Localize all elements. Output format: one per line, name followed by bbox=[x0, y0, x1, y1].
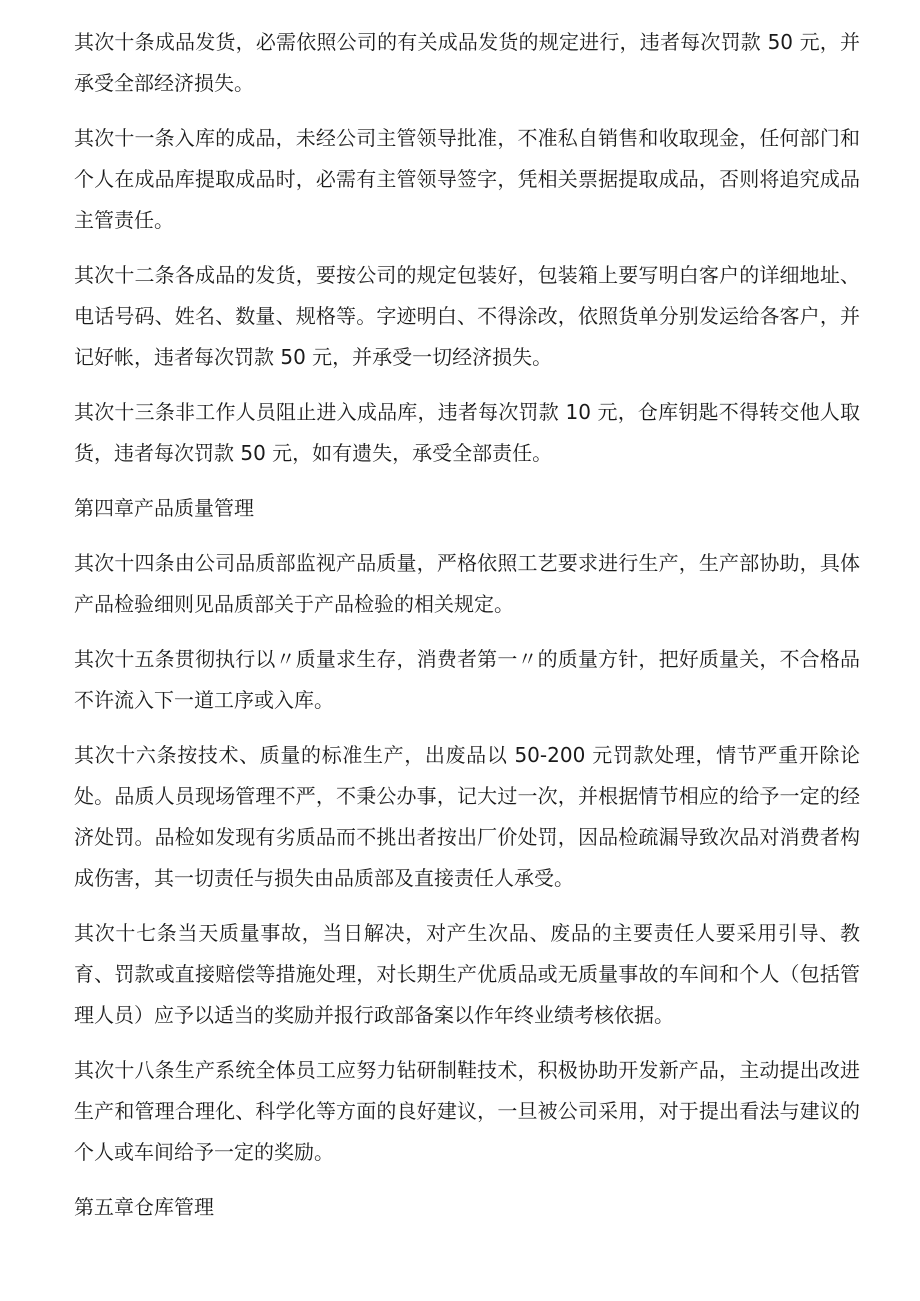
article-24-paragraph: 其次十四条由公司品质部监视产品质量，严格依照工艺要求进行生产，生产部协助，具体产品检验细则见品质部关于产品检验的相关规定。 bbox=[74, 551, 860, 616]
article-28-paragraph: 其次十八条生产系统全体员工应努力钻研制鞋技术，积极协助开发新产品，主动提出改进生产和管理合理化、科学化等方面的良好建议，一旦被公司采用，对于提出看法与建议的个人或车间给予一定的奖励。 bbox=[74, 1058, 860, 1164]
article-22-paragraph: 其次十二条各成品的发货，要按公司的规定包装好，包装箱上要写明白客户的详细地址、电话号码、姓名、数量、规格等。字迹明白、不得涂改，依照货单分别发运给各客户，并记好帐，违者每次罚款 50 元，并承受一切经济损失。 bbox=[74, 263, 860, 369]
article-26-paragraph: 其次十六条按技术、质量的标准生产，出废品以 50-200 元罚款处理，情节严重开除论处。品质人员现场管理不严，不秉公办事，记大过一次，并根据情节相应的给予一定的经济处罚。品检如发现有劣质品而不挑出者按出厂价处罚，因品检疏漏导致次品对消费者构成伤害，其一切责任与损失由品质部及直接责任人承受。 bbox=[74, 743, 860, 890]
article-20-paragraph: 其次十条成品发货，必需依照公司的有关成品发货的规定进行，违者每次罚款 50 元，并承受全部经济损失。 bbox=[74, 30, 860, 95]
article-23-paragraph: 其次十三条非工作人员阻止进入成品库，违者每次罚款 10 元，仓库钥匙不得转交他人取货，违者每次罚款 50 元，如有遗失，承受全部责任。 bbox=[74, 400, 860, 465]
chapter-4-heading: 第四章产品质量管理 bbox=[74, 496, 254, 520]
article-27-paragraph: 其次十七条当天质量事故，当日解决，对产生次品、废品的主要责任人要采用引导、教育、罚款或直接赔偿等措施处理，对长期生产优质品或无质量事故的车间和个人（包括管理人员）应予以适当的奖励并报行政部备案以作年终业绩考核依据。 bbox=[74, 921, 860, 1027]
article-21-paragraph: 其次十一条入库的成品，未经公司主管领导批准，不准私自销售和收取现金，任何部门和个人在成品库提取成品时，必需有主管领导签字，凭相关票据提取成品，否则将追究成品主管责任。 bbox=[74, 126, 860, 232]
chapter-5-heading: 第五章仓库管理 bbox=[74, 1195, 214, 1219]
article-25-paragraph: 其次十五条贯彻执行以〃质量求生存，消费者第一〃的质量方针，把好质量关，不合格品不许流入下一道工序或入库。 bbox=[74, 647, 860, 712]
